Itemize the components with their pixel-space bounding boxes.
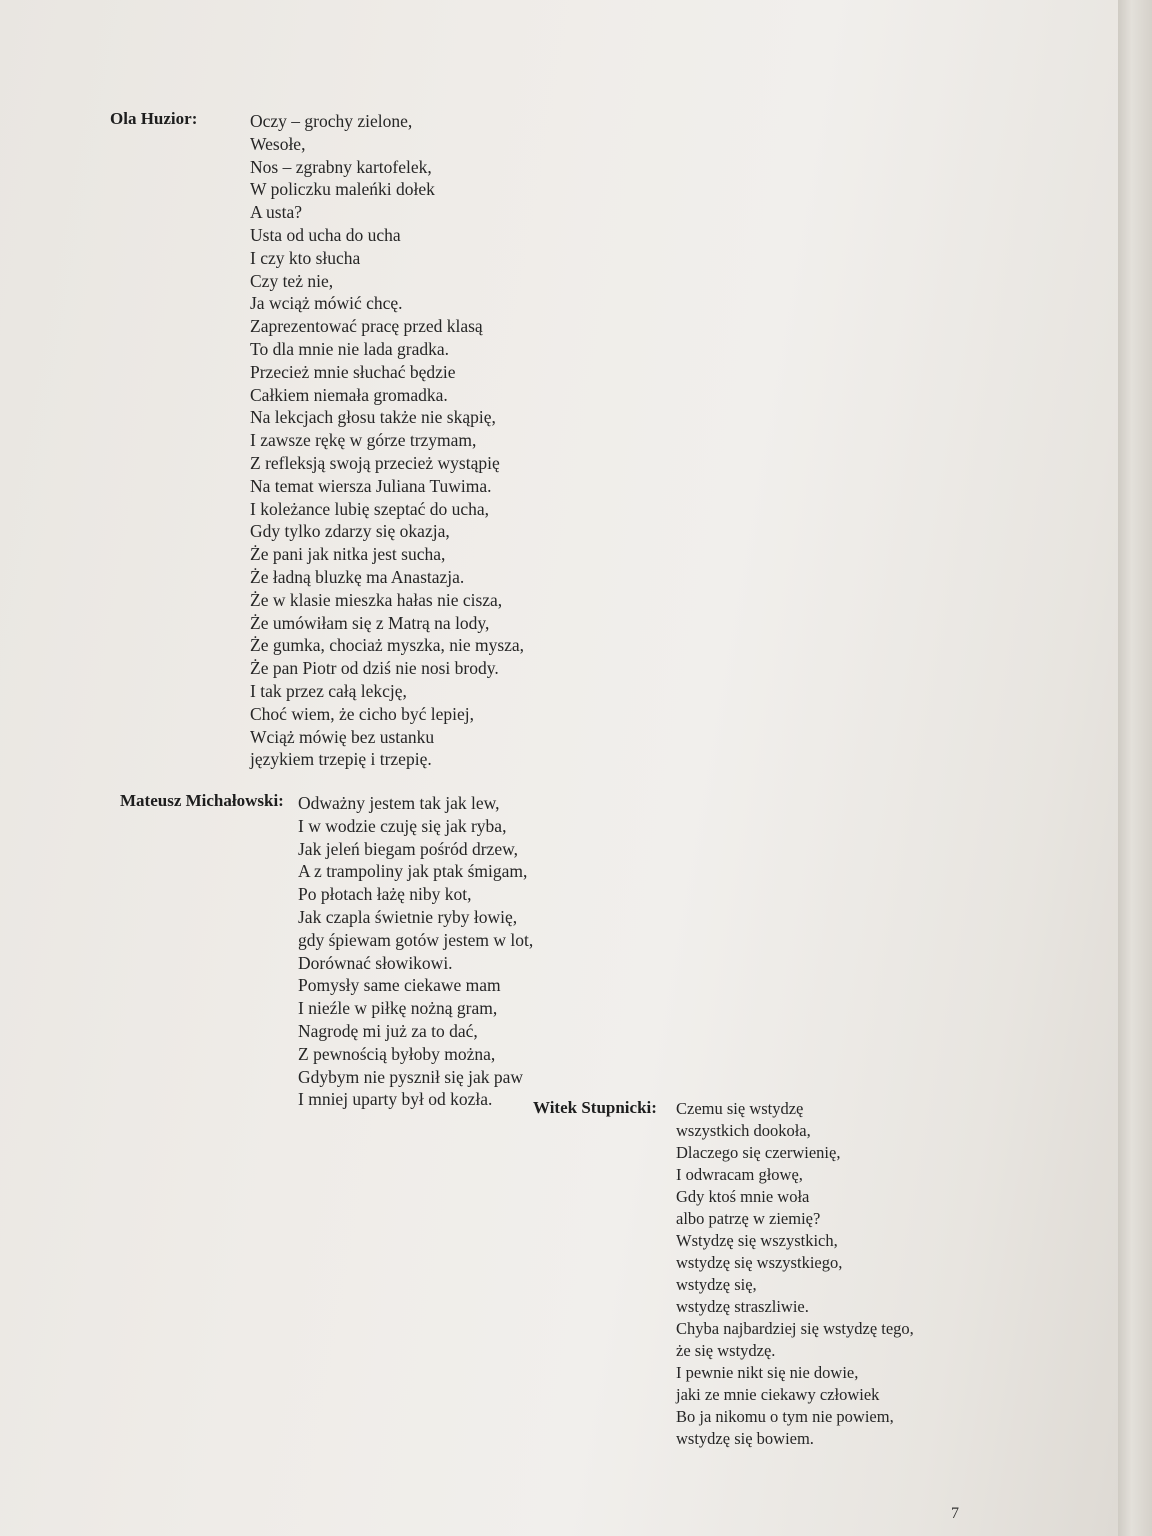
- verse-line: że się wstydzę.: [676, 1341, 776, 1360]
- poem-verse: [298, 792, 533, 1111]
- verse-line: Zaprezentować pracę przed klasą: [250, 316, 483, 337]
- verse-line: Wciąż mówię bez ustanku: [250, 726, 435, 747]
- verse-line: I zawsze rękę w górze trzymam,: [250, 430, 477, 451]
- verse-line: Czy też nie,: [250, 270, 334, 291]
- verse-line: A usta?: [250, 202, 303, 223]
- verse-line: Ja wciąż mówić chcę.: [250, 293, 403, 314]
- verse-line: Po płotach łażę niby kot,: [298, 884, 472, 905]
- verse-line: I mniej uparty był od kozła.: [298, 1089, 493, 1110]
- verse-line: I nieźle w piłkę nożną gram,: [298, 998, 498, 1019]
- verse-line: Całkiem niemała gromadka.: [250, 384, 448, 405]
- poem-verse: [250, 110, 524, 771]
- verse-line: Gdy ktoś mnie woła: [676, 1187, 810, 1206]
- verse-line: I odwracam głowę,: [676, 1165, 803, 1184]
- verse-line: W policzku maleńki dołek: [250, 179, 435, 200]
- verse-line: Z pewnością byłoby można,: [298, 1043, 496, 1064]
- verse-line: Jak czapla świetnie ryby łowię,: [298, 906, 518, 927]
- verse-line: wstydzę się wszystkiego,: [676, 1253, 843, 1272]
- speaker-name: Ola Huzior:: [110, 109, 198, 128]
- verse-line: Gdybym nie pysznił się jak paw: [298, 1066, 524, 1087]
- verse-line: I tak przez całą lekcję,: [250, 680, 407, 701]
- verse-line: albo patrzę w ziemię?: [676, 1209, 821, 1228]
- verse-line: Z refleksją swoją przecież wystąpię: [250, 452, 500, 473]
- page-edge: [1118, 0, 1152, 1536]
- speaker-name: Witek Stupnicki:: [533, 1098, 657, 1117]
- verse-line: wstydzę się,: [676, 1275, 757, 1294]
- poem-verse: [676, 1098, 914, 1450]
- verse-line: wstydzę straszliwie.: [676, 1297, 809, 1316]
- verse-line: jaki ze mnie ciekawy człowiek: [676, 1385, 880, 1404]
- verse-line: Że ładną bluzkę ma Anastazja.: [250, 566, 465, 587]
- verse-line: Wstydzę się wszystkich,: [676, 1231, 838, 1250]
- verse-line: I koleżance lubię szeptać do ucha,: [250, 498, 490, 519]
- verse-line: I czy kto słucha: [250, 247, 361, 268]
- verse-line: Gdy tylko zdarzy się okazja,: [250, 521, 450, 542]
- verse-line: Pomysły same ciekawe mam: [298, 975, 501, 996]
- verse-line: Że w klasie mieszka hałas nie cisza,: [250, 589, 503, 610]
- verse-line: Jak jeleń biegam pośród drzew,: [298, 838, 518, 859]
- verse-line: Odważny jestem tak jak lew,: [298, 793, 500, 813]
- page-number: 7: [951, 1505, 959, 1522]
- verse-line: Oczy – grochy zielone,: [250, 111, 413, 131]
- speaker-name: Mateusz Michałowski:: [120, 791, 284, 810]
- verse-line: Że pani jak nitka jest sucha,: [250, 544, 446, 565]
- verse-line: To dla mnie nie lada gradka.: [250, 338, 449, 359]
- verse-line: Przecież mnie słuchać będzie: [250, 361, 456, 382]
- verse-line: Czemu się wstydzę: [676, 1099, 804, 1118]
- verse-line: Wesołe,: [250, 133, 306, 154]
- verse-line: wszystkich dookoła,: [676, 1121, 811, 1140]
- verse-line: Że gumka, chociaż myszka, nie mysza,: [250, 635, 525, 656]
- verse-line: wstydzę się bowiem.: [676, 1429, 814, 1448]
- verse-line: Że pan Piotr od dziś nie nosi brody.: [250, 658, 499, 679]
- verse-line: gdy śpiewam gotów jestem w lot,: [298, 929, 534, 950]
- verse-line: Na lekcjach głosu także nie skąpię,: [250, 407, 496, 428]
- verse-line: I w wodzie czuję się jak ryba,: [298, 815, 507, 836]
- verse-line: Chyba najbardziej się wstydzę tego,: [676, 1319, 914, 1338]
- verse-line: Choć wiem, że cicho być lepiej,: [250, 703, 475, 724]
- verse-line: Że umówiłam się z Matrą na lody,: [250, 612, 490, 633]
- verse-line: Nos – zgrabny kartofelek,: [250, 156, 432, 177]
- verse-line: Dorównać słowikowi.: [298, 952, 453, 973]
- verse-line: Bo ja nikomu o tym nie powiem,: [676, 1407, 894, 1426]
- verse-line: I pewnie nikt się nie dowie,: [676, 1363, 859, 1382]
- verse-line: Na temat wiersza Juliana Tuwima.: [250, 475, 492, 496]
- verse-line: językiem trzepię i trzepię.: [250, 749, 432, 770]
- verse-line: Usta od ucha do ucha: [250, 224, 401, 245]
- verse-line: Nagrodę mi już za to dać,: [298, 1020, 478, 1041]
- verse-line: A z trampoliny jak ptak śmigam,: [298, 861, 528, 882]
- verse-line: Dlaczego się czerwienię,: [676, 1143, 841, 1162]
